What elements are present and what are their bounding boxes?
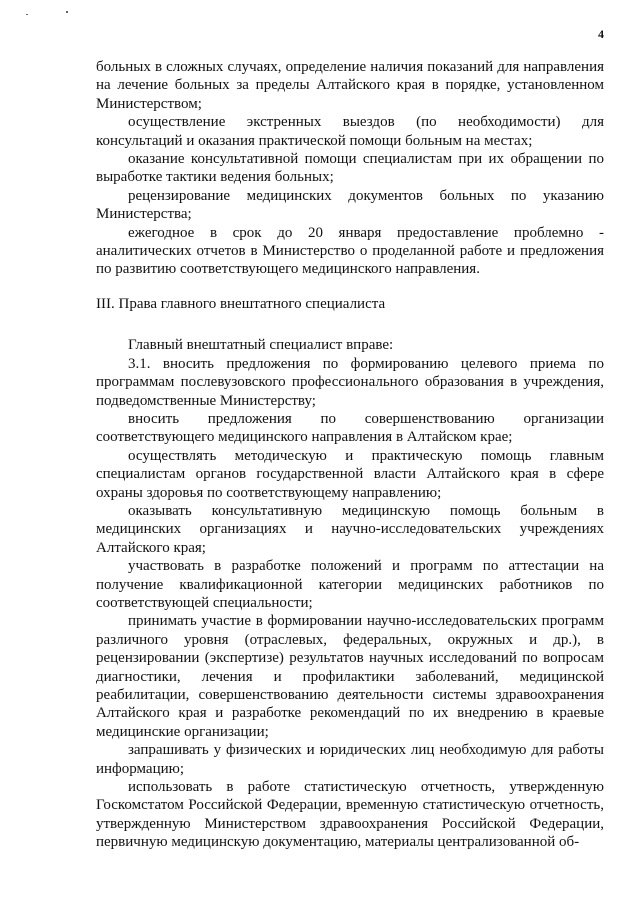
paragraph: участвовать в разработке положений и программ по аттестации на получение квалификационной категории медицинских работников по соответствующей специальности; [96, 558, 604, 611]
paragraph: оказание консультативной помощи специалистам при их обращении по выработке тактики ведения больных; [96, 151, 604, 186]
paragraph: оказывать консультативную медицинскую помощь больным в медицинских организациях и научно-исследовательских учреждениях Алтайского края; [96, 502, 604, 556]
paragraph: 3.1. вносить предложения по формированию целевого приема по программам послевузовского профессионального образования в учреждения, подведомственные Министерству; [96, 355, 604, 409]
paragraph: вносить предложения по совершенствованию организации соответствующего медицинского направления в Алтайском крае; [96, 410, 604, 446]
page-number: 4 [598, 27, 604, 41]
paragraph: использовать в работе статистическую отчетность, утвержденную Госкомстатом Российской Федерации, временную статистическую отчетность, утвержденную Министерством здравоохранения Российской Федерации, первичную медицинскую документацию, материалы централизованной об- [96, 779, 604, 851]
paragraph: принимать участие в формировании научно-исследовательских программ различного уровня (отраслевых, федеральных, окружных и др.), в рецензировании (экспертизе) результатов научных исследований по вопросам диагностики, лечения и профилактики заболеваний, медицинской реабилитации, совершенствованию деятельности системы здравоохранения Алтайского края и разработке рекомендаций по их внедрению в краевые медицинские организации; [96, 613, 604, 740]
document-body [96, 58, 604, 852]
paragraph: осуществлять методическую и практическую помощь главным специалистам органов государственной власти Алтайского края в сфере охраны здоровья по соответствующему направлению; [96, 447, 604, 501]
paragraph: осуществление экстренных выездов (по необходимости) для консультаций и оказания практической помощи больным на местах; [96, 114, 604, 149]
paragraph: Главный внештатный специалист вправе: [128, 337, 394, 354]
paragraph: ежегодное в срок до 20 января предоставление проблемно - аналитических отчетов в Министерство о проделанной работе и предложения по развитию соответствующего медицинского направления. [96, 224, 604, 278]
paragraph: рецензирование медицинских документов больных по указанию Министерства; [96, 187, 604, 223]
scan-artifact [66, 11, 68, 13]
paragraph: больных в сложных случаях, определение наличия показаний для направления на лечение больных за пределы Алтайского края в порядке, установленном Министерством; [96, 59, 604, 112]
paragraph: запрашивать у физических и юридических лиц необходимую для работы информацию; [96, 742, 604, 777]
scan-artifact [26, 14, 28, 15]
section-heading: III. Права главного внештатного специалиста [96, 295, 386, 312]
